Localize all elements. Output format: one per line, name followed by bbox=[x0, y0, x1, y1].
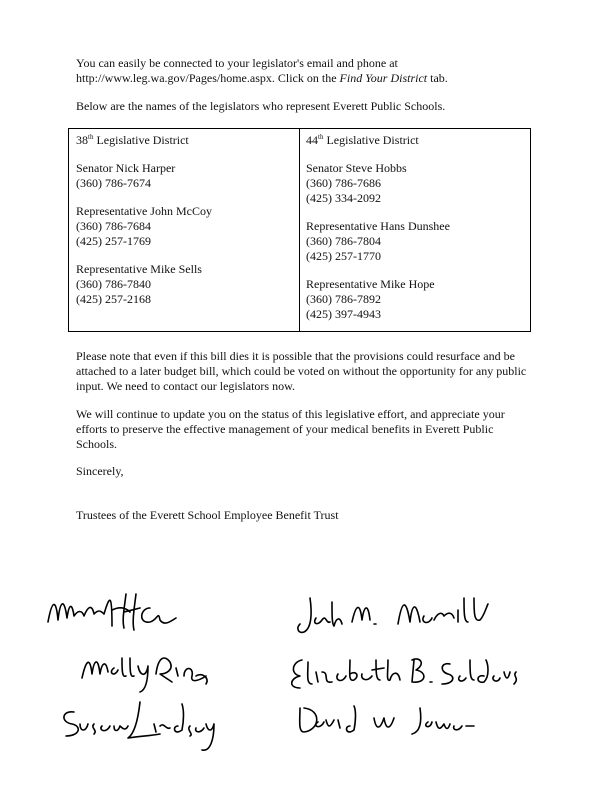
district-38-column bbox=[76, 133, 212, 320]
closing-salutation: Sincerely, bbox=[76, 464, 124, 478]
legislator-phone: (360) 786-7892 bbox=[306, 292, 381, 306]
signatures-area bbox=[0, 580, 607, 780]
legislator-name: Representative Mike Hope bbox=[306, 277, 435, 291]
legislator-name: Senator Nick Harper bbox=[76, 161, 176, 175]
legislator-phone: (425) 257-1770 bbox=[306, 249, 381, 263]
legislator-name: Representative Hans Dunshee bbox=[306, 219, 450, 233]
legislator-phone: (425) 257-1769 bbox=[76, 234, 151, 248]
signature-ringo bbox=[82, 658, 207, 692]
legislator-phone: (425) 257-2168 bbox=[76, 292, 151, 306]
legislator-block bbox=[306, 161, 450, 206]
legislator-name: Representative Mike Sells bbox=[76, 262, 202, 276]
legislator-phone: (425) 334-2092 bbox=[306, 191, 381, 205]
legislator-phone: (360) 786-7804 bbox=[306, 234, 381, 248]
signature-jones bbox=[300, 706, 474, 734]
intro-line-1: You can easily be connected to your legislator's email and phone at bbox=[76, 56, 398, 70]
legislator-phone: (425) 397-4943 bbox=[306, 307, 381, 321]
district-38-header: 38th Legislative District bbox=[76, 133, 189, 147]
signature-michael bbox=[48, 594, 176, 630]
legislators-table bbox=[68, 128, 531, 332]
find-your-district-text: Find Your District bbox=[339, 71, 428, 85]
table-right-border bbox=[530, 128, 531, 332]
signoff-line: Trustees of the Everett School Employee Benefit Trust bbox=[76, 508, 339, 522]
legislator-block bbox=[306, 277, 450, 322]
legislator-block bbox=[76, 204, 212, 249]
intro-line-2-pre: http://www.leg.wa.gov/Pages/home.aspx. Click on the bbox=[76, 71, 340, 85]
legislator-block bbox=[306, 219, 450, 264]
legislator-name: Senator Steve Hobbs bbox=[306, 161, 407, 175]
intro-paragraph bbox=[76, 56, 536, 86]
table-left-border bbox=[68, 128, 69, 332]
legislator-phone: (360) 786-7674 bbox=[76, 176, 151, 190]
legislator-phone: (360) 786-7840 bbox=[76, 277, 151, 291]
signature-selders bbox=[292, 659, 517, 688]
district-44-column bbox=[306, 133, 450, 335]
legislator-block bbox=[76, 262, 212, 307]
legislator-phone: (360) 786-7684 bbox=[76, 219, 151, 233]
signature-morrill bbox=[298, 598, 488, 632]
update-paragraph: We will continue to update you on the status of this legislative effort, and appreciate your efforts to preserve the effective management of your medical benefits in Everett Public Schools. bbox=[76, 407, 505, 451]
district-44-header: 44th Legislative District bbox=[306, 133, 419, 147]
signature-lindsey bbox=[64, 702, 214, 750]
note-paragraph: Please note that even if this bill dies it is possible that the provisions could resurface and be attached to a later budget bill, which could be voted on without the opportunity for any public input. We need to contact our legislators now. bbox=[76, 349, 527, 393]
intro-line-2-post: tab. bbox=[427, 71, 448, 85]
legislator-block bbox=[76, 161, 212, 191]
table-middle-border bbox=[299, 128, 300, 332]
below-paragraph: Below are the names of the legislators who represent Everett Public Schools. bbox=[76, 99, 446, 113]
legislator-phone: (360) 786-7686 bbox=[306, 176, 381, 190]
legislator-name: Representative John McCoy bbox=[76, 204, 212, 218]
